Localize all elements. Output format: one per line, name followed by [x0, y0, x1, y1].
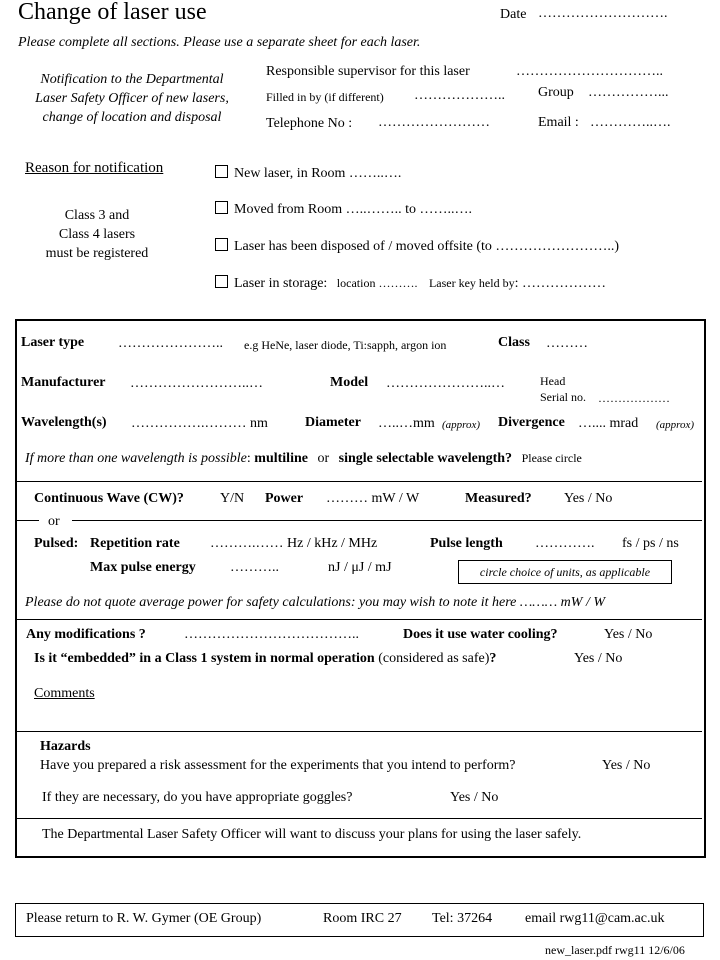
laser-type-label: Laser type — [21, 335, 85, 350]
diameter-label: Diameter — [305, 415, 361, 430]
option-new-laser[interactable]: New laser, in Room ……..…. — [215, 165, 401, 182]
discuss-note: The Departmental Laser Safety Officer will want to discuss your plans for using the laser safely. — [42, 827, 582, 842]
model-label: Model — [330, 375, 369, 390]
power-field[interactable]: ……… mW / W — [326, 491, 420, 506]
checkbox-disposed[interactable] — [215, 238, 228, 251]
average-power-note: Please do not quote average power for safety calculations: you may wish to note it here ……… mW / W — [25, 595, 606, 610]
or-label: or — [48, 514, 60, 529]
diameter-field[interactable]: …..…mm — [378, 416, 435, 431]
divider — [17, 481, 702, 482]
pulse-length-label: Pulse length — [430, 536, 503, 551]
manufacturer-label: Manufacturer — [21, 375, 106, 390]
divider — [72, 520, 702, 521]
comments-label: Comments — [34, 686, 95, 701]
modifications-field[interactable]: ……………………………….. — [184, 627, 359, 642]
supervisor-label: Responsible supervisor for this laser — [266, 64, 470, 79]
group-label: Group — [538, 85, 574, 100]
repetition-rate-field[interactable]: ……….…… Hz / kHz / MHz — [210, 536, 378, 551]
laser-type-hint: e.g HeNe, laser diode, Ti:sapph, argon ion — [244, 338, 447, 352]
model-field[interactable]: …………………..… — [386, 376, 505, 391]
goggles-yes-no[interactable]: Yes / No — [450, 790, 499, 805]
footer-reference: new_laser.pdf rwg11 12/6/06 — [545, 943, 685, 957]
divider — [17, 818, 702, 819]
power-label: Power — [265, 491, 304, 506]
risk-assessment-question: Have you prepared a risk assessment for the experiments that you intend to perform? — [40, 758, 516, 773]
wavelength-field[interactable]: …………….……… nm — [131, 416, 268, 431]
embedded-question: Is it “embedded” in a Class 1 system in normal operation (considered as safe)? — [34, 651, 497, 666]
option-moved[interactable]: Moved from Room …..…….. to ……..…. — [215, 201, 472, 218]
filled-by-field[interactable]: ……………….. — [414, 88, 505, 103]
class-label: Class — [498, 335, 530, 350]
cw-label: Continuous Wave (CW)? — [34, 491, 184, 506]
divergence-field[interactable]: ….... mrad — [578, 416, 639, 431]
filled-by-label: Filled in by (if different) — [266, 90, 384, 104]
return-to: Please return to R. W. Gymer (OE Group) — [26, 911, 262, 926]
serial-label: Serial no. — [540, 390, 586, 404]
water-cooling-label: Does it use water cooling? — [403, 627, 558, 642]
risk-assessment-yes-no[interactable]: Yes / No — [602, 758, 651, 773]
divider — [17, 520, 39, 521]
notification-text: Notification to the Departmental Laser Safety Officer of new lasers, change of location and disposal — [35, 72, 229, 125]
email-field[interactable]: …………..…. — [590, 115, 671, 130]
pulsed-label: Pulsed: — [34, 536, 79, 551]
water-cooling-yes-no[interactable]: Yes / No — [604, 627, 653, 642]
divergence-approx: (approx) — [656, 419, 695, 431]
single-selectable-option[interactable]: single selectable wavelength? — [338, 451, 513, 466]
page-title: Change of laser use — [18, 0, 207, 25]
units-note: circle choice of units, as applicable — [458, 560, 672, 584]
telephone-label: Telephone No : — [266, 116, 353, 131]
max-pulse-energy-field[interactable]: ……….. — [230, 560, 279, 575]
multi-wavelength-question: If more than one wavelength is possible: multiline or single selectable wavelength? Please circle — [25, 451, 582, 466]
hazards-heading: Hazards — [40, 739, 91, 754]
divergence-label: Divergence — [498, 415, 565, 430]
pulse-length-units[interactable]: fs / ps / ns — [622, 536, 679, 551]
group-field[interactable]: ……………... — [588, 85, 669, 100]
date-label: Date — [500, 7, 527, 22]
divider — [17, 619, 702, 620]
reason-heading: Reason for notification — [25, 160, 164, 176]
divider — [17, 731, 702, 732]
class-field[interactable]: ……… — [546, 336, 588, 351]
return-tel: Tel: 37264 — [432, 911, 493, 926]
date-field[interactable]: ………………………. — [538, 6, 668, 21]
telephone-field[interactable]: …………………… — [378, 115, 490, 130]
registration-note: Class 3 and Class 4 lasers must be registered — [45, 208, 149, 261]
checkbox-new-laser[interactable] — [215, 165, 228, 178]
laser-type-field[interactable]: ………………….. — [118, 336, 223, 351]
head-label: Head — [540, 374, 566, 388]
serial-field[interactable]: ……………… — [598, 391, 670, 405]
embedded-yes-no[interactable]: Yes / No — [574, 651, 623, 666]
cw-yes-no[interactable]: Y/N — [220, 491, 245, 506]
option-disposed[interactable]: Laser has been disposed of / moved offsite (to ……………………..) — [215, 238, 619, 255]
pulse-length-field[interactable]: …………. — [535, 536, 595, 551]
instructions: Please complete all sections. Please use a separate sheet for each laser. — [18, 35, 421, 50]
energy-units[interactable]: nJ / μJ / mJ — [328, 560, 392, 575]
checkbox-storage[interactable] — [215, 275, 228, 288]
manufacturer-field[interactable]: ……………………..… — [130, 376, 263, 391]
option-storage[interactable]: Laser in storage: location ………. Laser key held by: ……………… — [215, 275, 606, 292]
max-pulse-energy-label: Max pulse energy — [90, 560, 196, 575]
goggles-question: If they are necessary, do you have appropriate goggles? — [42, 790, 353, 805]
wavelength-label: Wavelength(s) — [21, 415, 107, 430]
checkbox-moved[interactable] — [215, 201, 228, 214]
repetition-rate-label: Repetition rate — [90, 536, 180, 551]
return-email: email rwg11@cam.ac.uk — [525, 911, 665, 926]
measured-label: Measured? — [465, 491, 532, 506]
modifications-label: Any modifications ? — [26, 627, 146, 642]
diameter-approx: (approx) — [442, 419, 481, 431]
email-label: Email : — [538, 115, 579, 130]
return-room: Room IRC 27 — [323, 911, 402, 926]
supervisor-field[interactable]: ………………………….. — [516, 64, 663, 79]
measured-yes-no[interactable]: Yes / No — [564, 491, 613, 506]
